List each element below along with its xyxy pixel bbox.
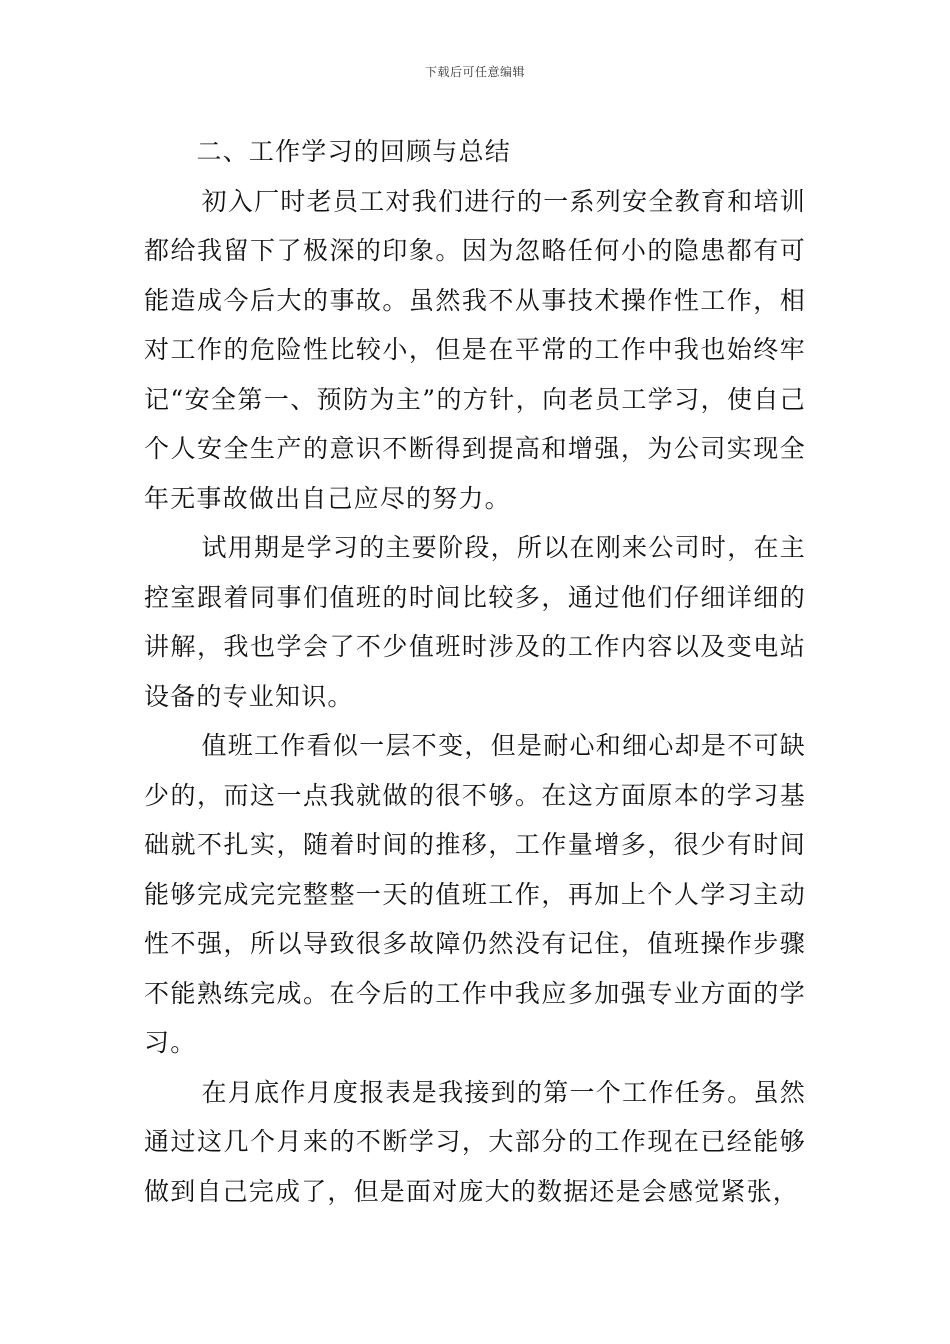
paragraph-monthly-report: 在月底作月度报表是我接到的第一个工作任务。虽然通过这几个月来的不断学习，大部分的工作现在已经能够做到自己完成了，但是面对庞大的数据还是会感觉紧张， [144,1077,806,1206]
paragraph-duty-work: 值班工作看似一层不变，但是耐心和细心却是不可缺少的，而这一点我就做的很不够。在这方面原本的学习基础就不扎实，随着时间的推移，工作量增多，很少有时间能够完成完完整整一天的值班工作，再加上个人学习主动性不强，所以导致很多故障仍然没有记住，值班操作步骤不能熟练完成。在今后的工作中我应多加强专业方面的学习。 [144,731,806,1057]
paragraph-safety-training: 初入厂时老员工对我们进行的一系列安全教育和培训都给我留下了极深的印象。因为忽略任何小的隐患都有可能造成今后大的事故。虽然我不从事技术操作性工作，相对工作的危险性比较小，但是在平常的工作中我也始终牢记“安全第一、预防为主”的方针，向老员工学习，使自己个人安全生产的意识不断得到提高和增强，为公司实现全年无事故做出自己应尽的努力。 [144,186,806,513]
paragraph-probation-learning: 试用期是学习的主要阶段，所以在刚来公司时，在主控室跟着同事们值班的时间比较多，通过他们仔细详细的讲解，我也学会了不少值班时涉及的工作内容以及变电站设备的专业知识。 [144,533,806,711]
section-heading: 二、工作学习的回顾与总结 [196,137,511,166]
page-header-note: 下载后可任意编辑 [424,65,525,79]
document-body [144,127,806,1216]
